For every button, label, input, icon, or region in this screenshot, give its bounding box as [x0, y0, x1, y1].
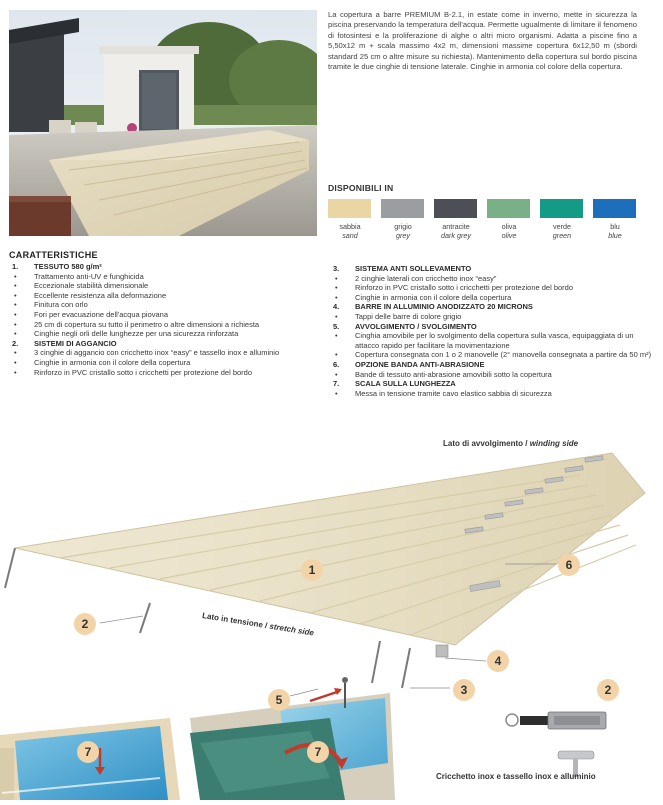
- feature-bullet: [9, 348, 325, 358]
- swatch-label: [431, 222, 481, 240]
- cover-illustration: [0, 433, 663, 800]
- features-title: CARATTERISTICHE: [9, 250, 98, 260]
- feature-marker: 6.: [333, 359, 340, 369]
- feature-text: BARRE IN ALLUMINIO ANODIZZATO 20 MICRONS: [355, 302, 533, 312]
- feature-marker: •: [14, 309, 17, 319]
- swatch-sand: [328, 199, 371, 218]
- feature-marker: •: [335, 388, 338, 398]
- feature-bullet: [9, 310, 325, 320]
- feature-bullet: [9, 368, 325, 378]
- feature-marker: •: [14, 367, 17, 377]
- feature-marker: •: [14, 290, 17, 300]
- swatch-label-it: grigio: [394, 222, 412, 231]
- feature-text: Tappi delle barre di colore grigio: [355, 311, 462, 321]
- feature-bullet: [9, 272, 325, 282]
- feature-heading: [330, 379, 652, 389]
- feature-text: 2 cinghie laterali con cricchetto inox “easy”: [355, 273, 497, 283]
- swatch-label-en: blue: [608, 231, 622, 240]
- feature-marker: •: [335, 283, 338, 293]
- swatch-green: [540, 199, 583, 218]
- swatch-label: [484, 222, 534, 240]
- feature-marker: •: [14, 281, 17, 291]
- feature-bullet: [9, 320, 325, 330]
- swatch-label-it: verde: [553, 222, 571, 231]
- feature-marker: •: [335, 311, 338, 321]
- badge-7-right: 7: [307, 741, 329, 763]
- feature-bullet: [330, 312, 652, 322]
- feature-text: Rinforzo in PVC cristallo sotto i cricchetti per protezione del bordo: [355, 283, 574, 293]
- pool-house-photo: [9, 10, 317, 236]
- feature-bullet: [330, 389, 652, 399]
- feature-text: Cinghie in armonia con il colore della copertura: [355, 292, 512, 302]
- feature-marker: •: [14, 319, 17, 329]
- feature-text: Finitura con orlo: [34, 300, 88, 310]
- feature-text: Rinforzo in PVC cristallo sotto i cricchetti per protezione del bordo: [34, 367, 253, 377]
- swatch-blue: [593, 199, 636, 218]
- feature-text: SISTEMI DI AGGANCIO: [34, 338, 117, 348]
- feature-bullet: [330, 283, 652, 293]
- winding-side-en: winding side: [529, 439, 579, 448]
- swatch-dark-grey: [434, 199, 477, 218]
- feature-marker: •: [14, 348, 17, 358]
- feature-text: TESSUTO 580 g/m²: [34, 262, 102, 271]
- feature-heading: [330, 322, 652, 332]
- cover-diagram: [0, 433, 663, 800]
- swatch-label: [537, 222, 587, 240]
- feature-marker: •: [335, 292, 338, 302]
- winding-side-label: [443, 439, 578, 448]
- feature-marker: 7.: [333, 379, 340, 389]
- feature-heading: [330, 264, 652, 274]
- feature-bullet: [9, 358, 325, 368]
- feature-text: Messa in tensione tramite cavo elastico sabbia di sicurezza: [355, 388, 552, 398]
- feature-text: Cinghia amovibile per lo svolgimento della copertura sulla vasca, equipaggiata di un attacco rapido per facilitare la movimentazione: [355, 331, 634, 350]
- feature-marker: •: [335, 331, 338, 341]
- feature-bullet: [330, 370, 652, 380]
- swatch-label: [378, 222, 428, 240]
- hero-photo: [9, 10, 317, 236]
- stretch-side-en: stretch side: [268, 621, 315, 638]
- ratchet-caption: Cricchetto inox e tassello inox e alluminio: [436, 772, 596, 781]
- feature-text: 3 cinghie di aggancio con cricchetto inox “easy” e tassello inox e alluminio: [34, 348, 280, 358]
- stretch-side-it: Lato in tensione /: [201, 611, 268, 631]
- feature-text: Trattamento anti-UV e funghicida: [34, 271, 144, 281]
- swatch-grey: [381, 199, 424, 218]
- feature-marker: •: [14, 271, 17, 281]
- feature-marker: 4.: [333, 302, 340, 312]
- feature-text: SCALA SULLA LUNGHEZZA: [355, 379, 456, 389]
- feature-text: Cinghie in armonia con il colore della copertura: [34, 357, 191, 367]
- swatch-label-it: oliva: [501, 222, 517, 231]
- feature-bullet: [330, 331, 652, 350]
- feature-text: SISTEMA ANTI SOLLEVAMENTO: [355, 264, 472, 273]
- feature-bullet: [330, 350, 652, 360]
- swatch-label-it: antracite: [442, 222, 470, 231]
- intro-paragraph: La copertura a barre PREMIUM B-2.1, in estate come in inverno, mette in sicurezza la piscina preservando la temperatura dell'acqua. Permette ugualmente di limitare il fenomeno di fotosintesi e la proliferazione di alghe o altri micro organismi. Adatta a piscine fino a 5,50x12 m + scala massimo 4x2 m, dimensioni massime copertura 6x12,50 m (sbordi standard 25 cm o altre misure su richiesta). Mantenimento della copertura sul bordo piscina tramite le due cinghie di tensione laterale. Cinghie in armonia col colore della copertura.: [328, 10, 637, 72]
- swatch-label: [325, 222, 375, 240]
- feature-text: Copertura consegnata con 1 o 2 manovelle (2° manovella consegnata a partire da 50 m²): [355, 350, 652, 360]
- feature-bullet: [9, 329, 325, 339]
- feature-text: Eccellente resistenza alla deformazione: [34, 290, 167, 300]
- winding-side-it: Lato di avvolgimento /: [443, 439, 528, 448]
- feature-marker: •: [335, 350, 338, 360]
- feature-bullet: [330, 293, 652, 303]
- intro-description: [328, 10, 637, 72]
- swatch-label-it: sabbia: [339, 222, 361, 231]
- feature-bullet: [9, 281, 325, 291]
- feature-heading: [9, 262, 325, 272]
- feature-marker: 1.: [12, 262, 19, 271]
- feature-marker: •: [14, 329, 17, 339]
- feature-text: 25 cm di copertura su tutto il perimetro o altre dimensioni a richiesta: [34, 319, 260, 329]
- features-left-column: [9, 262, 325, 377]
- swatch-label-en: grey: [396, 231, 410, 240]
- available-colors-title: DISPONIBILI IN: [328, 183, 394, 193]
- badge-3: 3: [453, 679, 475, 701]
- feature-text: Bande di tessuto anti-abrasione amovibili sotto la copertura: [355, 369, 552, 379]
- feature-heading: [9, 339, 325, 349]
- feature-marker: •: [14, 300, 17, 310]
- feature-text: Cinghie negli orli delle lunghezze per una sicurezza rinforzata: [34, 329, 239, 339]
- feature-marker: •: [335, 369, 338, 379]
- badge-7-left: 7: [77, 741, 99, 763]
- feature-marker: 2.: [12, 338, 19, 348]
- badge-2-ratchet: 2: [597, 679, 619, 701]
- badge-6: 6: [558, 554, 580, 576]
- feature-bullet: [9, 300, 325, 310]
- swatch-label-en: olive: [501, 231, 517, 240]
- badge-4: 4: [487, 650, 509, 672]
- feature-text: OPZIONE BANDA ANTI-ABRASIONE: [355, 359, 485, 369]
- swatch-label: [590, 222, 640, 240]
- feature-marker: •: [14, 357, 17, 367]
- features-right-column: [330, 264, 652, 398]
- swatch-label-en: green: [552, 231, 572, 240]
- feature-marker: 3.: [333, 264, 340, 273]
- badge-5: 5: [268, 689, 290, 711]
- badge-1: 1: [301, 559, 323, 581]
- feature-text: Fori per evacuazione dell'acqua piovana: [34, 309, 169, 319]
- badge-2: 2: [74, 613, 96, 635]
- feature-heading: [330, 302, 652, 312]
- feature-marker: •: [335, 273, 338, 283]
- feature-marker: 5.: [333, 321, 340, 331]
- feature-heading: [330, 360, 652, 370]
- swatch-label-en: dark grey: [441, 231, 471, 240]
- feature-bullet: [330, 274, 652, 284]
- swatch-label-it: blu: [610, 222, 620, 231]
- feature-bullet: [9, 291, 325, 301]
- feature-text: AVVOLGIMENTO / SVOLGIMENTO: [355, 321, 477, 331]
- swatch-olive: [487, 199, 530, 218]
- feature-text: Eccezionale stabilità dimensionale: [34, 281, 149, 291]
- swatch-label-en: sand: [342, 231, 358, 240]
